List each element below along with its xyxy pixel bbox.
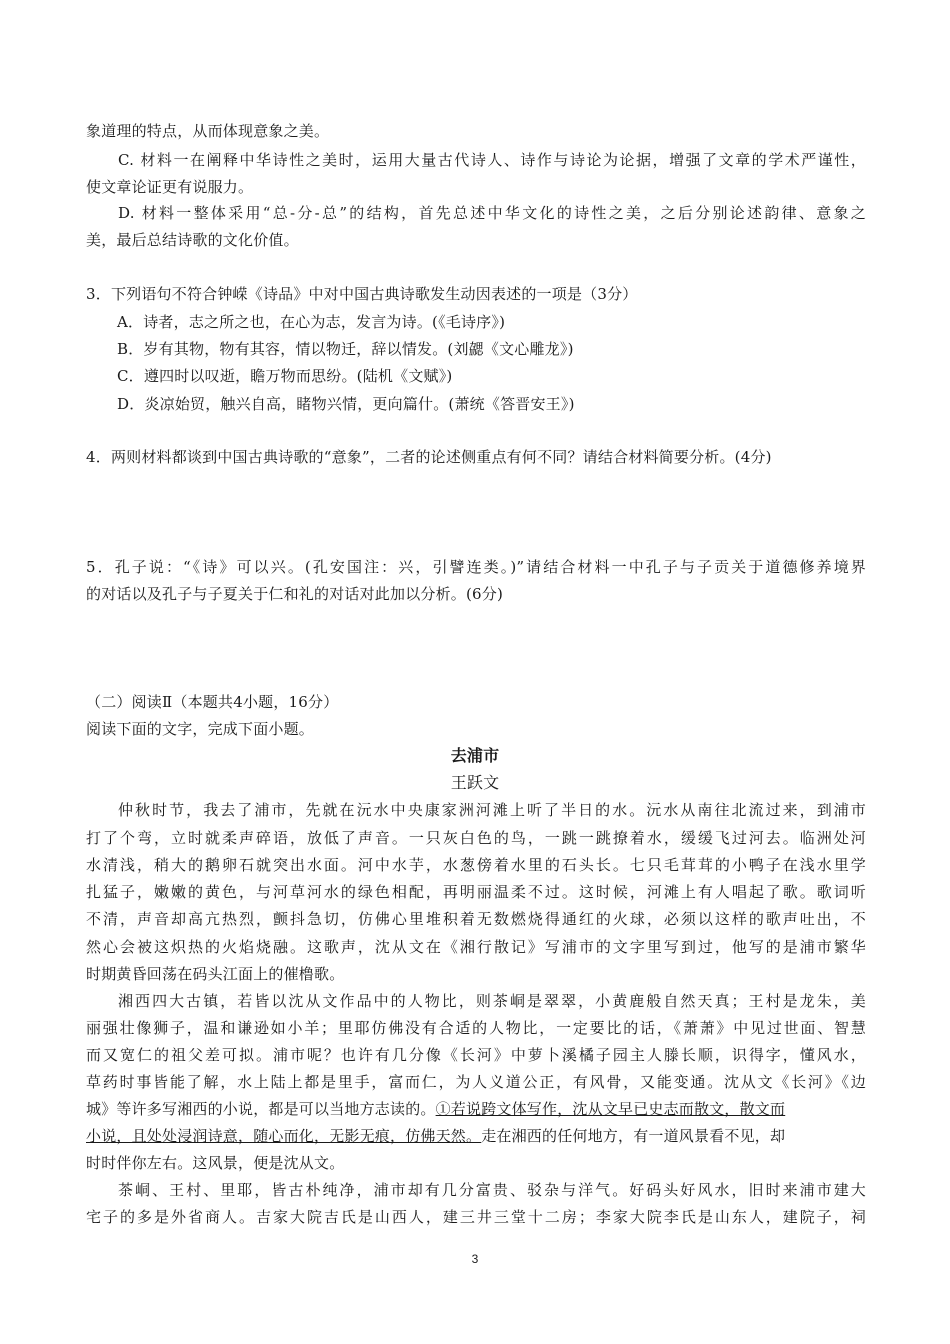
option-c-line2: 使文章论证更有说服力。 <box>86 178 254 196</box>
paragraph-2-line6-text: 走在湘西的任何地方，有一道风景看不见，却 <box>481 1127 786 1145</box>
option-d-line2: 美，最后总结诗歌的文化价值。 <box>86 231 299 249</box>
paragraph-1-line6: 然心会被这炽热的火焰烧融。这歌声，沈从文在《湘行散记》写浦市的文字里写到过，他写的是浦市繁华 <box>86 938 866 956</box>
paragraph-2-line2: 丽强壮像狮子，温和谦逊如小羊；里耶仿佛没有合适的人物比，一定要比的话，《萧萧》中见过世面、智慧 <box>86 1019 866 1037</box>
paragraph-3-line1: 茶峒、王村、里耶，皆古朴纯净，浦市却有几分富贵、驳杂与洋气。好码头好风水，旧时来浦市建大 <box>118 1181 866 1199</box>
option-d-line1: D. 材料一整体采用“总-分-总”的结构，首先总述中华文化的诗性之美，之后分别论述韵律、意象之 <box>118 204 866 222</box>
paragraph-2-line5 <box>86 1099 866 1119</box>
paragraph-2-line5-text: 城》等许多写湘西的小说，都是可以当地方志读的。 <box>86 1100 436 1118</box>
page-number: 3 <box>471 1252 479 1266</box>
question-3-stem: 3．下列语句不符合钟嵘《诗品》中对中国古典诗歌发生动因表述的一项是（3分） <box>86 285 638 303</box>
paragraph-2-line7: 时时伴你左右。这风景，便是沈从文。 <box>86 1154 345 1172</box>
section-2-instructions: 阅读下面的文字，完成下面小题。 <box>86 720 315 738</box>
paragraph-1-line3: 水清浅，稍大的鹅卵石就突出水面。河中水芋，水葱傍着水里的石头长。七只毛茸茸的小鸭子在浅水里学 <box>86 856 866 874</box>
paragraph-2-line4: 草药时事皆能了解，水上陆上都是里手，富而仁，为人义道公正，有风骨，又能变通。沈从文《长河》《边 <box>86 1073 866 1091</box>
underlined-sentence-1-part1: ①若说跨文体写作，沈从文早已史志而散文，散文而 <box>435 1100 786 1118</box>
question-4: 4．两则材料都谈到中国古典诗歌的“意象”，二者的论述侧重点有何不同？请结合材料简要分析。(4分) <box>86 448 772 466</box>
underlined-sentence-1-part2: 小说，且处处浸润诗意，随心而化，无影无痕，仿佛天然。 <box>86 1127 482 1145</box>
paragraph-1-line7: 时期黄昏回荡在码头江面上的催橹歌。 <box>86 965 345 983</box>
question-3-option-d: D．炎凉始贸，触兴自高，睹物兴情，更向篇什。(萧统《答晋安王》) <box>117 395 575 413</box>
paragraph-2-line1: 湘西四大古镇，若皆以沈从文作品中的人物比，则茶峒是翠翠，小黄鹿般自然天真；王村是龙朱，美 <box>118 992 866 1010</box>
paragraph-2-line3: 而又宽仁的祖父差可拟。浦市呢？也许有几分像《长河》中萝卜溪橘子园主人滕长顺，识得字，懂风水， <box>86 1046 866 1064</box>
option-c-line1: C. 材料一在阐释中华诗性之美时，运用大量古代诗人、诗作与诗论为论据，增强了文章的学术严谨性， <box>118 151 866 169</box>
question-5-line2: 的对话以及孔子与子夏关于仁和礼的对话对此加以分析。(6分) <box>86 585 504 603</box>
article-title: 去浦市 <box>450 746 500 765</box>
paragraph-1-line4: 扎猛子，嫩嫩的黄色，与河草河水的绿色相配，再明丽温柔不过。这时候，河滩上有人唱起了歌。歌词听 <box>86 883 866 901</box>
option-b-continuation: 象道理的特点，从而体现意象之美。 <box>86 122 330 140</box>
paragraph-1-line2: 打了个弯，立时就柔声碎语，放低了声音。一只灰白色的鸟，一跳一跳撩着水，缓缓飞过河去。临洲处河 <box>86 829 866 847</box>
paragraph-3-line2: 宅子的多是外省商人。吉家大院吉氏是山西人，建三井三堂十二房；李家大院李氏是山东人，建院子，祠 <box>86 1208 866 1226</box>
question-3-option-b: B．岁有其物，物有其容，情以物迁，辞以情发。(刘勰《文心雕龙》) <box>117 340 574 358</box>
question-3-option-a: A．诗者，志之所之也，在心为志，发言为诗。(《毛诗序》) <box>117 313 506 331</box>
question-5-line1: 5．孔子说：“《诗》可以兴。(孔安国注：兴，引譬连类。)”请结合材料一中孔子与子贡关于道德修养境界 <box>86 558 866 576</box>
paragraph-2-line6 <box>86 1126 866 1146</box>
paragraph-1-line5: 不清，声音却高亢热烈，颤抖急切，仿佛心里堆积着无数燃烧得通红的火球，必须以这样的歌声吐出，不 <box>86 910 866 928</box>
paragraph-1-line1: 仲秋时节，我去了浦市，先就在沅水中央康家洲河滩上听了半日的水。沅水从南往北流过来，到浦市 <box>118 801 866 819</box>
article-author: 王跃文 <box>450 773 500 792</box>
question-3-option-c: C．遵四时以叹逝，瞻万物而思纷。(陆机《文赋》) <box>117 367 453 385</box>
section-2-heading: （二）阅读Ⅱ（本题共4小题，16分） <box>86 693 339 711</box>
